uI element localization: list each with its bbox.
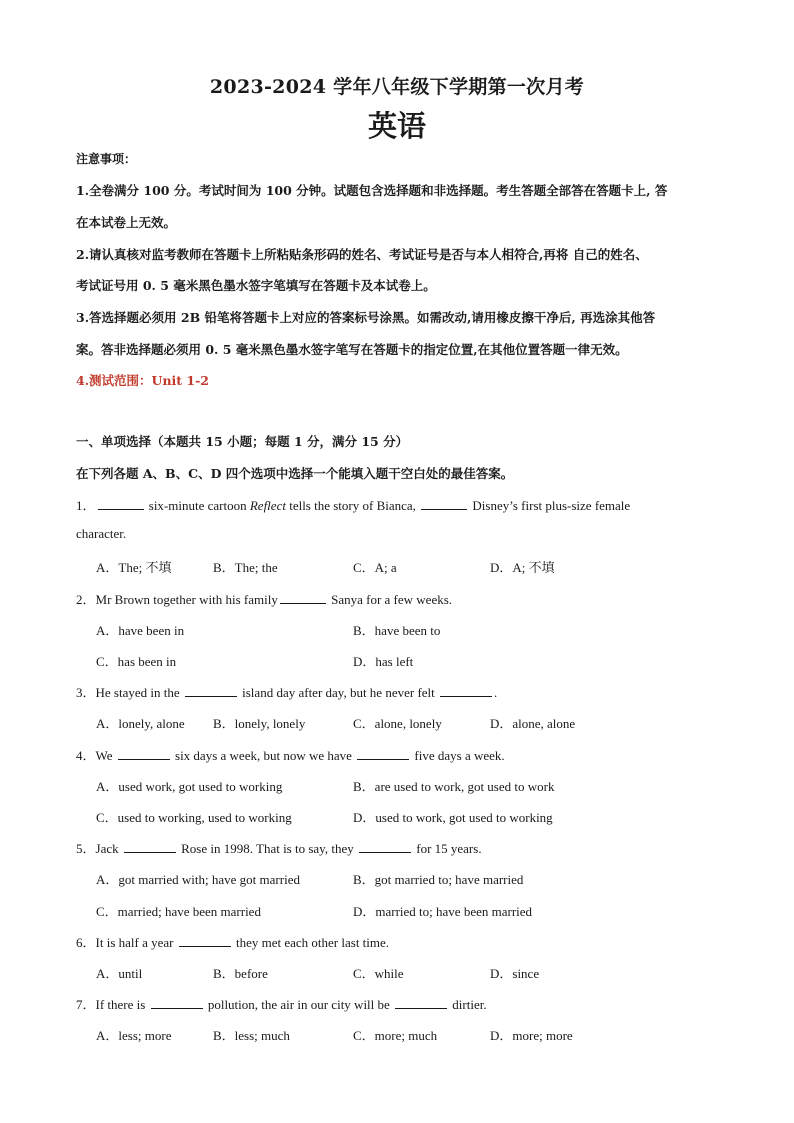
answer-blank [118,747,170,760]
section-instruction: 在下列各题 A、B、C、D 四个选项中选择一个能填入题干空白处的最佳答案。 [76,466,514,481]
option-c: C．has been in [96,654,177,669]
option-b: B．The; the [213,560,278,575]
option-d: D．more; more [490,1028,573,1043]
question-6: 6．It is half a year they met each other last time. [76,935,390,950]
option-d: D．since [490,966,540,981]
answer-blank [179,934,231,947]
option-b: B．got married to; have married [353,872,524,887]
question-number: 7． [76,997,96,1012]
question-4: 4．We six days a week, but now we have five days a week. [76,748,505,763]
option-c: C．married; have been married [96,904,261,919]
exam-title: 2023-2024 学年八年级下学期第一次月考 [209,76,585,98]
option-b: B．less; much [213,1028,290,1043]
question-number: 4． [76,748,96,763]
answer-blank [357,747,409,760]
question-5: 5．Jack Rose in 1998. That is to say, they for 15 years. [76,841,482,856]
option-a: A．got married with; have got married [96,872,300,887]
note-line: 3.答选择题必须用 2B 铅笔将答题卡上对应的答案标号涂黑。如需改动,请用橡皮擦干净后, 再选涂其他答 [76,310,656,325]
option-b: B．lonely, lonely [213,716,306,731]
question-1: 1． six-minute cartoon Reflect tells the story of Bianca, Disney’s first plus-size female [76,498,631,513]
option-d: D．has left [353,654,414,669]
option-d: D．alone, alone [490,716,576,731]
note-line: 在本试卷上无效。 [76,215,177,230]
option-a: A．less; more [96,1028,172,1043]
option-b: B．have been to [353,623,441,638]
option-b: B．are used to work, got used to work [353,779,555,794]
question-number: 2． [76,592,96,607]
answer-blank [98,497,144,510]
section-heading: 一、单项选择（本题共 15 小题；每题 1 分，满分 15 分） [76,434,409,449]
question-number: 5． [76,841,96,856]
note-line: 考试证号用 0. 5 毫米黑色墨水签字笔填写在答题卡及本试卷上。 [76,278,436,293]
note-line: 案。答非选择题必须用 0. 5 毫米黑色墨水签字笔写在答题卡的指定位置,在其他位置答题一律无效。 [76,342,628,357]
option-c: C．more; much [353,1028,438,1043]
option-c: C．A; a [353,560,397,575]
question-number: 3． [76,685,96,700]
answer-blank [280,591,326,604]
option-b: B．before [213,966,268,981]
answer-blank [395,996,447,1009]
option-a: A．until [96,966,143,981]
question-number: 6． [76,935,96,950]
answer-blank [359,840,411,853]
answer-blank [421,497,467,510]
answer-blank [185,684,237,697]
option-d: D．A; 不填 [490,560,555,575]
answer-blank [440,684,492,697]
question-3: 3．He stayed in the island day after day, but he never felt . [76,685,498,700]
option-a: A．The; 不填 [96,560,172,575]
question-number: 1． [76,498,96,513]
note-line: 2.请认真核对监考教师在答题卡上所粘贴条形码的姓名、考试证号是否与本人相符合,再将 自己的姓名、 [76,247,648,262]
option-a: A．lonely, alone [96,716,185,731]
option-c: C．used to working, used to working [96,810,292,825]
question-1-continued: character. [76,526,127,541]
subject-title: 英语 [367,109,426,143]
answer-blank [151,996,203,1009]
option-d: D．married to; have been married [353,904,533,919]
notes-heading: 注意事项： [76,152,137,166]
option-c: C．alone, lonely [353,716,442,731]
answer-blank [124,840,176,853]
question-2: 2．Mr Brown together with his family Sanya for a few weeks. [76,592,453,607]
option-a: A．used work, got used to working [96,779,283,794]
question-7: 7．If there is pollution, the air in our city will be dirtier. [76,997,487,1012]
test-scope: 4.测试范围：Unit 1-2 [76,373,209,388]
option-d: D．used to work, got used to working [353,810,553,825]
option-c: C．while [353,966,404,981]
note-line: 1.全卷满分 100 分。考试时间为 100 分钟。试题包含选择题和非选择题。考生答题全部答在答题卡上, 答 [76,183,668,198]
option-a: A．have been in [96,623,185,638]
